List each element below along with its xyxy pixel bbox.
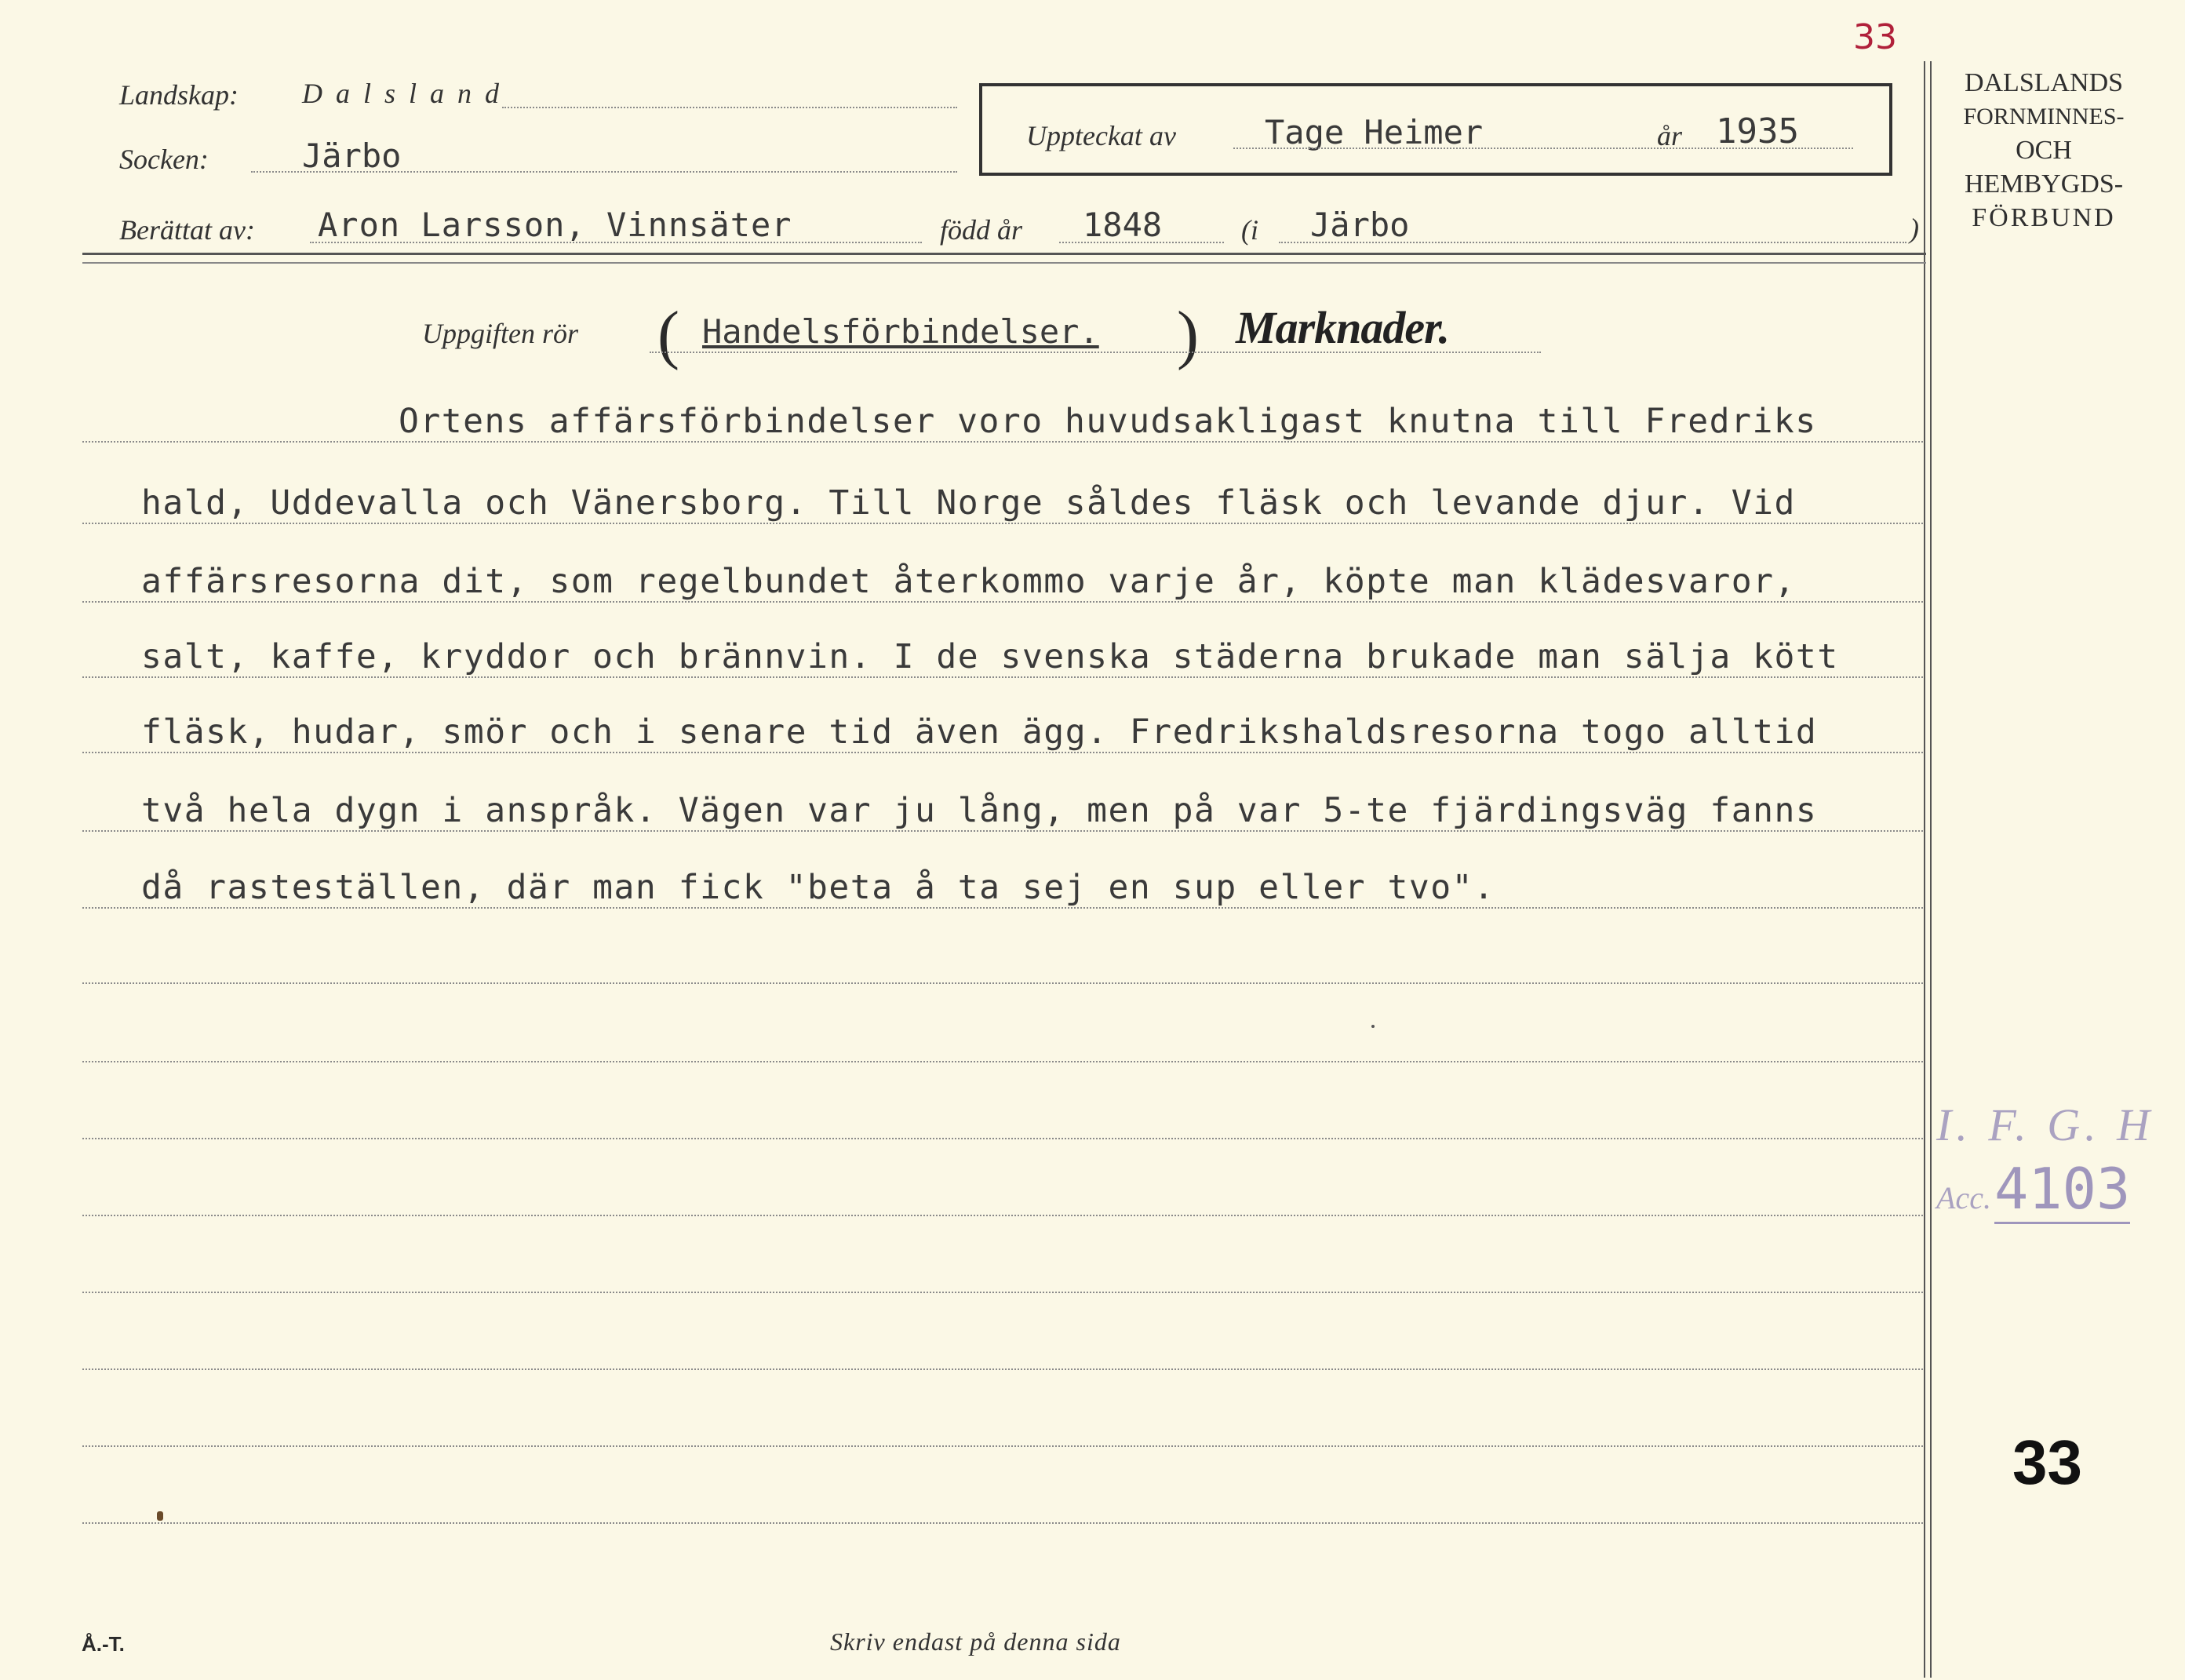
birthplace-label: (i: [1241, 214, 1258, 246]
uppteckat-box: [979, 83, 1892, 176]
body-line: salt, kaffe, kryddor och brännvin. I de svenska städerna brukade man sälja kött: [141, 637, 1839, 676]
subject-label: Uppgiften rör: [422, 318, 579, 349]
berattat-value: Aron Larsson, Vinnsäter: [318, 206, 792, 244]
stamp-accession: [1936, 1156, 2172, 1222]
org-line: DALSLANDS: [1964, 68, 2124, 97]
ruled-line: [82, 1445, 1923, 1447]
landskap-label: Landskap:: [119, 79, 239, 111]
subject-open-paren: (: [657, 298, 679, 371]
organization-label: [1932, 66, 2156, 235]
born-dots: [1059, 242, 1224, 243]
born-value: 1848: [1083, 206, 1163, 244]
margin-line-outer: [1924, 61, 1925, 1678]
stamp-number: 4103: [1994, 1156, 2130, 1224]
body-line: två hela dygn i anspråk. Vägen var ju lång, men på var 5-te fjärdingsväg fanns: [141, 791, 1818, 830]
socken-dots: [251, 171, 957, 173]
org-line: FORNMINNES-: [1963, 104, 2125, 129]
ink-mark: [157, 1511, 163, 1521]
socken-label: Socken:: [119, 144, 209, 175]
berattat-label: Berättat av:: [119, 214, 255, 246]
ruled-line: [82, 752, 1923, 753]
landskap-dots: [502, 107, 957, 108]
page-number-top: 33: [1853, 17, 1897, 57]
birthplace-close: ): [1910, 213, 1919, 244]
ruled-line: [82, 907, 1923, 909]
margin-line-inner: [1930, 61, 1932, 1678]
ruled-line: [82, 441, 1923, 443]
stamp-line: I. F. G. H: [1936, 1099, 2155, 1150]
ink-dot: [1371, 1025, 1375, 1028]
body-line: Ortens affärsförbindelser voro huvudsakligast knutna till Fredriks: [399, 402, 1817, 441]
archive-stamp: [1936, 1099, 2172, 1222]
ruled-line: [82, 1292, 1923, 1293]
org-line: OCH: [2016, 136, 2072, 165]
body-line: hald, Uddevalla och Vänersborg. Till Norge såldes fläsk och levande djur. Vid: [141, 483, 1796, 523]
header-rule-1: [82, 253, 1926, 255]
footer-initials: Å.-T.: [82, 1632, 125, 1656]
uppteckat-value: Tage Heimer: [1265, 113, 1484, 151]
ruled-line: [82, 523, 1923, 524]
ruled-line: [82, 982, 1923, 984]
uppteckat-dots: [1233, 148, 1853, 149]
body-line: fläsk, hudar, smör och i senare tid även ägg. Fredrikshaldsresorna togo alltid: [141, 712, 1818, 752]
landskap-value: D a l s l a n d: [302, 78, 503, 109]
year-value: 1935: [1716, 111, 1799, 151]
socken-value: Järbo: [302, 137, 402, 175]
subject-dots: [650, 352, 1541, 353]
org-line: FÖRBUND: [1972, 203, 2116, 232]
subject-value: Handelsförbindelser.: [702, 312, 1099, 351]
uppteckat-label: Uppteckat av: [1026, 120, 1176, 151]
body-line: då rasteställen, där man fick "beta å ta sej en sup eller tvo".: [141, 868, 1495, 907]
year-label: år: [1657, 120, 1683, 151]
footer-instruction: Skriv endast på denna sida: [830, 1627, 1121, 1656]
org-line: HEMBYGDS-: [1964, 169, 2124, 199]
body-line: affärsresorna dit, som regelbundet återkommo varje år, köpte man klädesvaror,: [141, 562, 1796, 601]
subject-close-paren: ): [1177, 298, 1199, 371]
berattat-dots: [310, 242, 922, 243]
stamp-prefix: Acc.: [1936, 1180, 1991, 1215]
ruled-line: [82, 1215, 1923, 1216]
ruled-line: [82, 1522, 1923, 1524]
ruled-line: [82, 601, 1923, 603]
ruled-line: [82, 1061, 1923, 1062]
birthplace-dots: [1279, 242, 1906, 243]
ruled-line: [82, 1368, 1923, 1370]
born-label: född år: [940, 214, 1023, 246]
birthplace-value: Järbo: [1310, 206, 1410, 244]
header-rule-2: [82, 262, 1926, 264]
ruled-line: [82, 676, 1923, 678]
subject-handwritten: Marknader.: [1236, 302, 1450, 353]
ruled-line: [82, 1138, 1923, 1139]
side-number: 33: [2012, 1427, 2082, 1497]
ruled-line: [82, 830, 1923, 832]
